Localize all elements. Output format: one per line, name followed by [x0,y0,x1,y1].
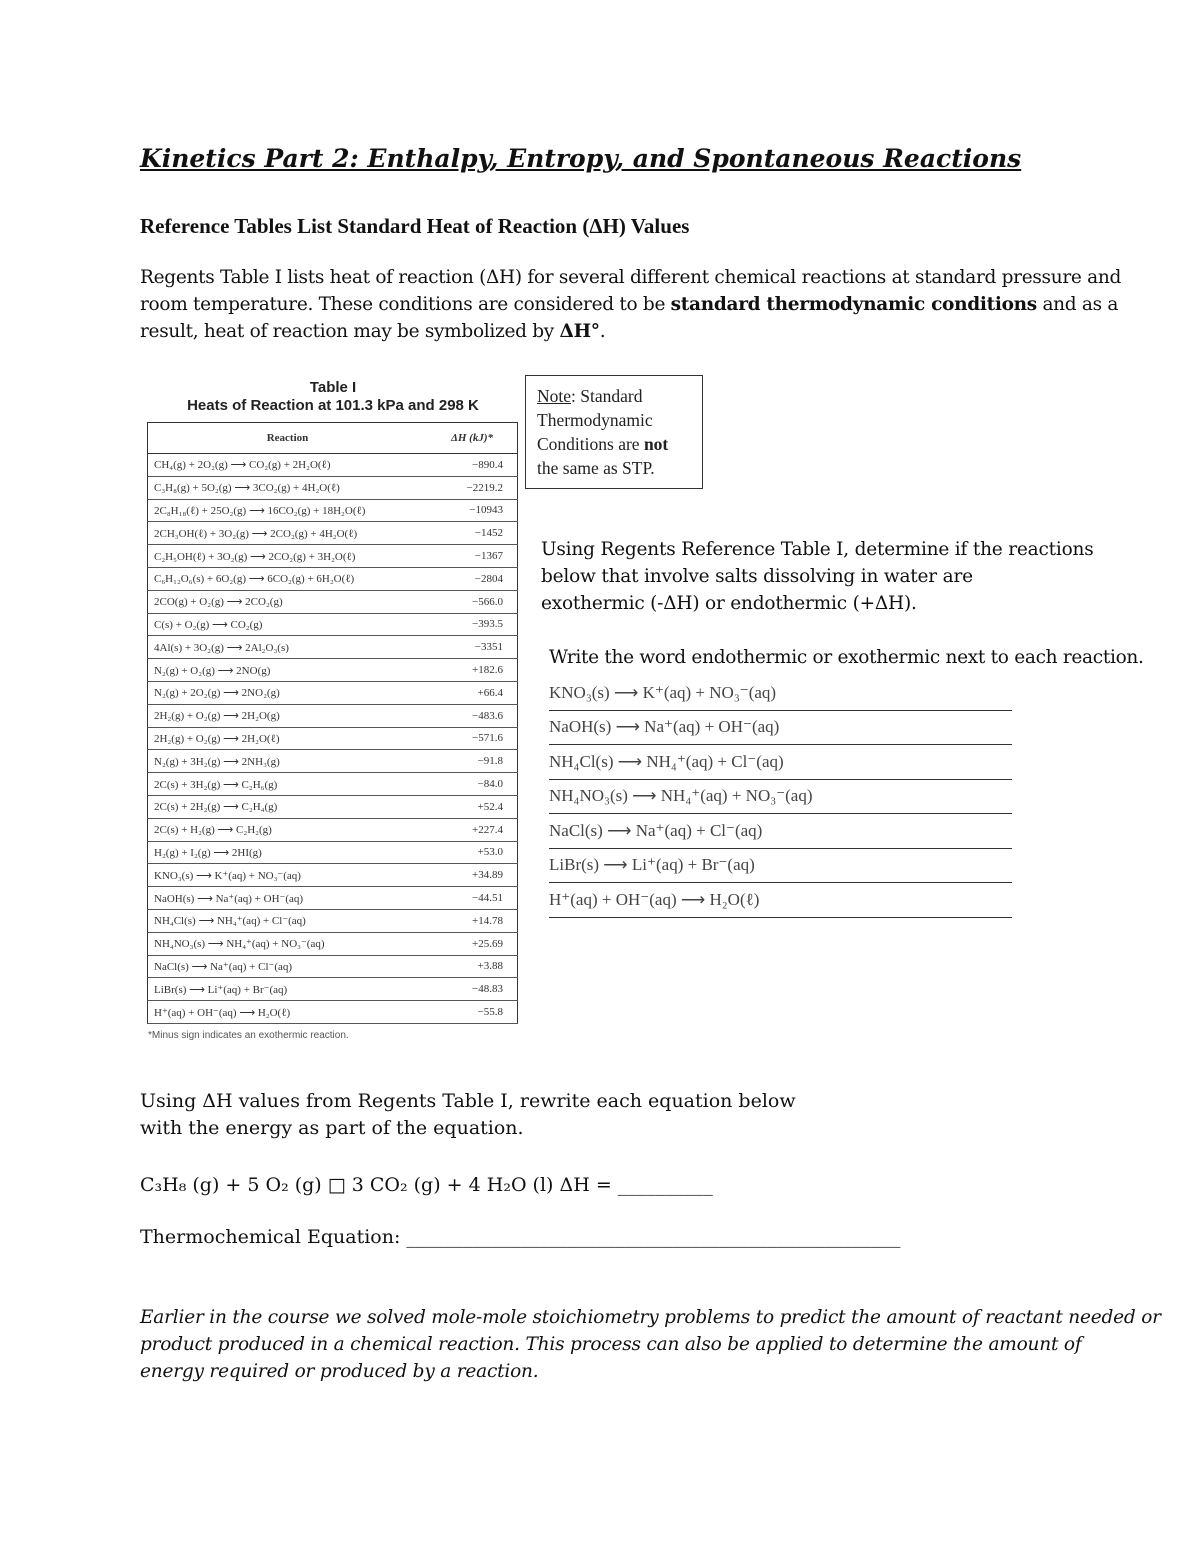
delta-h-cell: +53.0 [427,841,518,864]
table-row [148,567,518,590]
reaction-cell: NH₄NO₃(s) ⟶ NH₄⁺(aq) + NO₃⁻(aq) [148,932,428,955]
salt-reaction-list [549,676,1012,918]
table-row [148,476,518,499]
write-instruction: Write the word endothermic or exothermic next to each reaction. [549,647,1144,668]
delta-h-cell: +52.4 [427,795,518,818]
reaction-cell: 2H₂(g) + O₂(g) ⟶ 2H₂O(g) [148,704,428,727]
delta-h-cell: −393.5 [427,613,518,636]
table-row [148,590,518,613]
table-row [148,681,518,704]
table-row [148,613,518,636]
salt-reaction-row[interactable] [549,676,1012,711]
heats-of-reaction-table [147,422,518,1024]
delta-h-cell: +66.4 [427,681,518,704]
intro-paragraph [140,264,1160,345]
closing-paragraph [140,1304,1190,1385]
energy-instruction-line-1: Using ΔH values from Regents Table I, rewrite each equation below [140,1090,796,1112]
energy-instruction [140,1088,796,1142]
delta-h-cell: −55.8 [427,1001,518,1024]
table-row [148,955,518,978]
note-line-4: the same as STP. [537,458,655,478]
page-title: Kinetics Part 2: Enthalpy, Entropy, and Spontaneous Reactions [140,144,1022,173]
note-label: Note [537,386,572,406]
salt-reaction-text: NH₄NO₃(s) ⟶ NH₄⁺(aq) + NO₃⁻(aq) [549,786,813,806]
delta-h-cell: +227.4 [427,818,518,841]
reaction-cell: 2C(s) + H₂(g) ⟶ C₂H₂(g) [148,818,428,841]
closing-line-1: Earlier in the course we solved mole-mole stoichiometry problems to predict the amount of reactant needed or [140,1307,1161,1328]
delta-h-cell: −566.0 [427,590,518,613]
reaction-cell: 2H₂(g) + O₂(g) ⟶ 2H₂O(ℓ) [148,727,428,750]
delta-h-cell: −2804 [427,567,518,590]
table-row [148,454,518,477]
table-row [148,978,518,1001]
reaction-cell: C(s) + O₂(g) ⟶ CO₂(g) [148,613,428,636]
delta-h-cell: −3351 [427,636,518,659]
table-row [148,818,518,841]
delta-h-cell: −890.4 [427,454,518,477]
reaction-cell: H₂(g) + I₂(g) ⟶ 2HI(g) [148,841,428,864]
reaction-cell: 2C(s) + 3H₂(g) ⟶ C₂H₆(g) [148,773,428,796]
reaction-cell: KNO₃(s) ⟶ K⁺(aq) + NO₃⁻(aq) [148,864,428,887]
table-row [148,909,518,932]
table-row [148,545,518,568]
salt-reaction-text: NaCl(s) ⟶ Na⁺(aq) + Cl⁻(aq) [549,820,763,840]
energy-instruction-line-2: with the energy as part of the equation. [140,1117,524,1139]
closing-line-2: product produced in a chemical reaction. This process can also be applied to determine the amount of [140,1334,1082,1355]
delta-h-cell: −571.6 [427,727,518,750]
note-line-2: Thermodynamic [537,410,653,430]
note-box [525,375,703,489]
intro-line-3: result, heat of reaction may be symbolized by ΔH°. [140,321,606,342]
note-line-1: Note: Standard [537,386,643,406]
column-header-delta-h: ΔH (kJ)* [427,423,518,454]
reaction-cell: C₆H₁₂O₆(s) + 6O₂(g) ⟶ 6CO₂(g) + 6H₂O(ℓ) [148,567,428,590]
reaction-cell: C₃H₈(g) + 5O₂(g) ⟶ 3CO₂(g) + 4H₂O(ℓ) [148,476,428,499]
reaction-cell: 2CO(g) + O₂(g) ⟶ 2CO₂(g) [148,590,428,613]
reaction-cell: 2C(s) + 2H₂(g) ⟶ C₂H₄(g) [148,795,428,818]
table-title: Table I [309,379,357,396]
delta-h-cell: −483.6 [427,704,518,727]
table-row [148,795,518,818]
table-row [148,727,518,750]
salt-reaction-row[interactable] [549,711,1012,746]
propane-equation[interactable]: C₃H₈ (g) + 5 O₂ (g) □ 3 CO₂ (g) + 4 H₂O (l) ΔH = __________ [140,1174,713,1196]
salt-reaction-row[interactable] [549,745,1012,780]
reaction-cell: NaCl(s) ⟶ Na⁺(aq) + Cl⁻(aq) [148,955,428,978]
table-row [148,636,518,659]
intro-line-2: room temperature. These conditions are considered to be standard thermodynamic conditions and as a [140,294,1119,315]
delta-h-cell: −48.83 [427,978,518,1001]
column-header-reaction: Reaction [148,423,428,454]
salt-reaction-row[interactable] [549,780,1012,815]
table-subtitle: Heats of Reaction at 101.3 kPa and 298 K [187,397,479,414]
intro-bold-symbol: ΔH° [559,321,600,342]
table-row [148,659,518,682]
reaction-cell: 4Al(s) + 3O₂(g) ⟶ 2Al₂O₃(s) [148,636,428,659]
delta-h-cell: +25.69 [427,932,518,955]
salt-reaction-text: NH₄Cl(s) ⟶ NH₄⁺(aq) + Cl⁻(aq) [549,751,784,771]
salt-reaction-text: NaOH(s) ⟶ Na⁺(aq) + OH⁻(aq) [549,717,780,737]
salts-instruction-line-2: below that involve salts dissolving in water are [541,566,973,587]
thermochemical-equation-blank[interactable]: Thermochemical Equation: ____________________________________________________ [140,1226,901,1248]
reaction-cell: CH₄(g) + 2O₂(g) ⟶ CO₂(g) + 2H₂O(ℓ) [148,454,428,477]
delta-h-cell: +34.89 [427,864,518,887]
delta-h-cell: −1452 [427,522,518,545]
reaction-cell: N₂(g) + 2O₂(g) ⟶ 2NO₂(g) [148,681,428,704]
intro-bold-term: standard thermodynamic conditions [670,294,1037,315]
salt-reaction-text: H⁺(aq) + OH⁻(aq) ⟶ H₂O(ℓ) [549,889,760,909]
delta-h-cell: +14.78 [427,909,518,932]
delta-h-cell: −2219.2 [427,476,518,499]
reaction-cell: NaOH(s) ⟶ Na⁺(aq) + OH⁻(aq) [148,887,428,910]
salt-reaction-text: KNO₃(s) ⟶ K⁺(aq) + NO₃⁻(aq) [549,682,777,702]
intro-line-1: Regents Table I lists heat of reaction (ΔH) for several different chemical reactions at standard pressure and [140,267,1122,288]
reaction-cell: NH₄Cl(s) ⟶ NH₄⁺(aq) + Cl⁻(aq) [148,909,428,932]
reaction-cell: 2CH₃OH(ℓ) + 3O₂(g) ⟶ 2CO₂(g) + 4H₂O(ℓ) [148,522,428,545]
reaction-cell: C₂H₅OH(ℓ) + 3O₂(g) ⟶ 2CO₂(g) + 3H₂O(ℓ) [148,545,428,568]
salts-instruction [541,536,1181,617]
table-row [148,704,518,727]
reaction-cell: 2C₈H₁₈(ℓ) + 25O₂(g) ⟶ 16CO₂(g) + 18H₂O(ℓ) [148,499,428,522]
table-row [148,841,518,864]
closing-line-3: energy required or produced by a reaction. [140,1361,539,1382]
table-row [148,887,518,910]
table-row [148,864,518,887]
salt-reaction-text: LiBr(s) ⟶ Li⁺(aq) + Br⁻(aq) [549,855,755,875]
note-bold-not: not [643,434,669,454]
delta-h-cell: +182.6 [427,659,518,682]
salt-reaction-row[interactable] [549,814,1012,849]
delta-h-cell: −10943 [427,499,518,522]
reaction-cell: H⁺(aq) + OH⁻(aq) ⟶ H₂O(ℓ) [148,1001,428,1024]
reaction-cell: N₂(g) + O₂(g) ⟶ 2NO(g) [148,659,428,682]
salt-reaction-row[interactable] [549,883,1012,918]
table-row [148,750,518,773]
delta-h-cell: −91.8 [427,750,518,773]
table-caption [148,379,518,415]
salt-reaction-row[interactable] [549,849,1012,884]
delta-h-cell: −44.51 [427,887,518,910]
table-row [148,932,518,955]
delta-h-cell: −1367 [427,545,518,568]
reaction-cell: N₂(g) + 3H₂(g) ⟶ 2NH₃(g) [148,750,428,773]
salts-instruction-line-3: exothermic (-ΔH) or endothermic (+ΔH). [541,593,917,614]
reaction-cell: LiBr(s) ⟶ Li⁺(aq) + Br⁻(aq) [148,978,428,1001]
note-line-3: Conditions are not [537,434,669,454]
table-footnote: *Minus sign indicates an exothermic reaction. [148,1030,349,1041]
delta-h-cell: −84.0 [427,773,518,796]
section-heading: Reference Tables List Standard Heat of Reaction (ΔH) Values [140,214,690,238]
table-row [148,522,518,545]
salts-instruction-line-1: Using Regents Reference Table I, determine if the reactions [541,539,1094,560]
delta-h-cell: +3.88 [427,955,518,978]
table-row [148,1001,518,1024]
table-row [148,499,518,522]
table-row [148,773,518,796]
table-header-row [148,423,518,454]
